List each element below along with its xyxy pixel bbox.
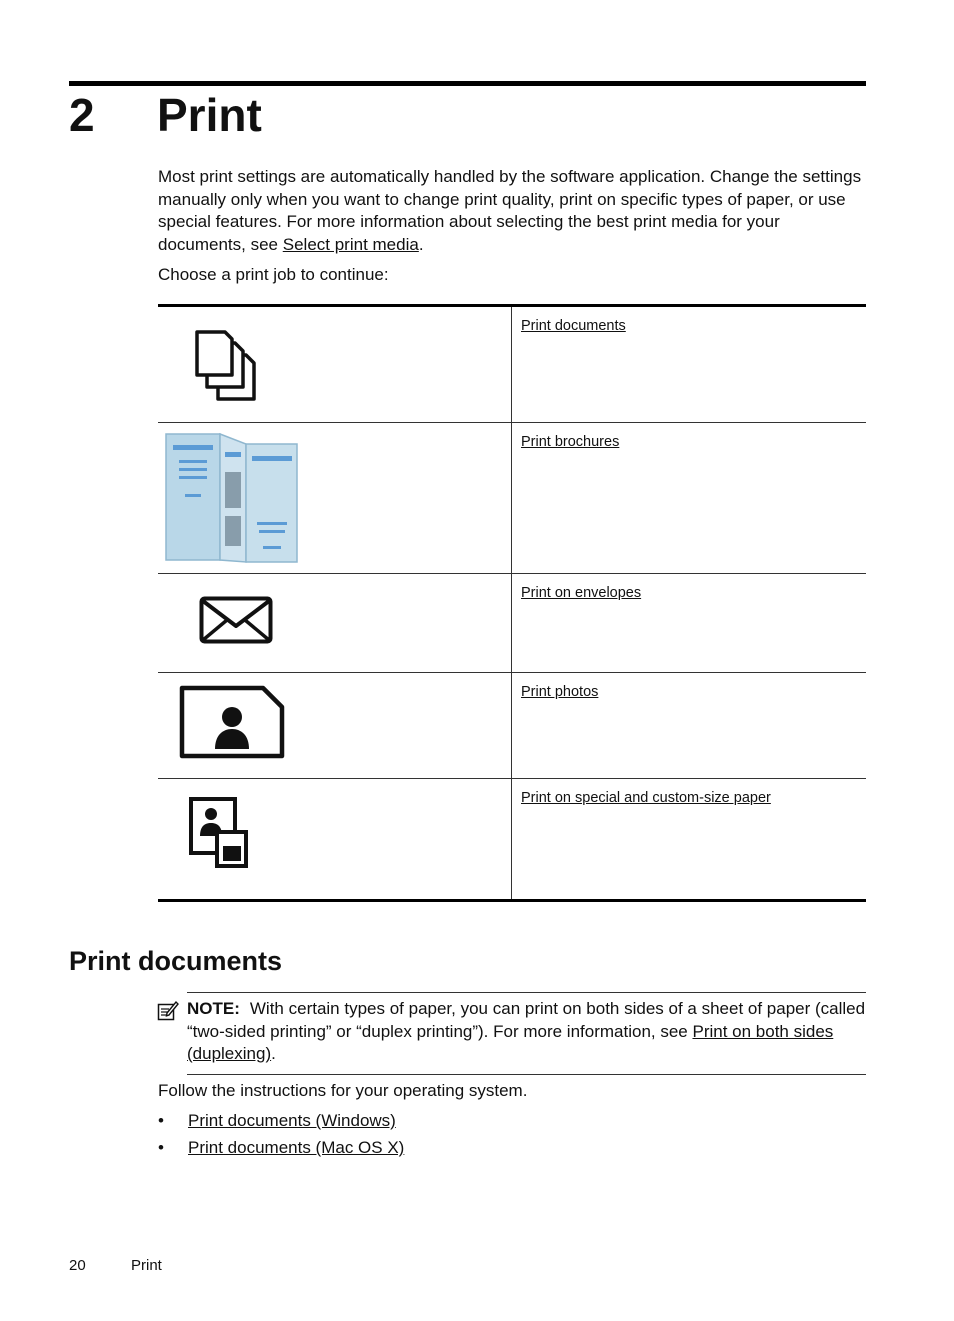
job-row-envelopes <box>158 574 866 673</box>
chapter-rule <box>69 81 866 86</box>
envelope-icon <box>199 596 273 644</box>
choose-job-text: Choose a print job to continue: <box>158 265 389 284</box>
photo-icon <box>179 685 285 759</box>
bullet: • <box>158 1138 164 1157</box>
job-link-cell <box>512 306 867 423</box>
section-title: Print documents <box>69 946 283 976</box>
footer-title: Print <box>131 1257 162 1274</box>
job-icon-cell <box>158 779 512 901</box>
note-text: With certain types of paper, you can print on both sides of a sheet of paper (called “two-sided printing” or “duplex printing”). For more information, see <box>187 999 866 1041</box>
intro-paragraph <box>158 166 870 256</box>
job-link-cell <box>512 673 867 779</box>
job-row-brochures <box>158 423 866 574</box>
print-photos-link[interactable]: Print photos <box>521 684 599 700</box>
print-documents-link[interactable]: Print documents <box>521 318 626 334</box>
print-job-table <box>158 304 866 902</box>
print-envelopes-link[interactable]: Print on envelopes <box>521 585 642 601</box>
documents-icon <box>194 329 258 403</box>
list-item <box>158 1110 404 1137</box>
intro-text: Most print settings are automatically handled by the software application. Change the settings manually only when you want to change print quality, print on specific types of paper, or use special features. For more information about selecting the best print media for your documents, see <box>158 167 862 254</box>
print-special-paper-link[interactable]: Print on special and custom-size paper <box>521 790 771 806</box>
note-label: NOTE: <box>187 999 240 1018</box>
job-icon-cell <box>158 306 512 423</box>
job-row-special-paper <box>158 779 866 901</box>
footer-page-number: 20 <box>69 1257 86 1274</box>
select-print-media-link[interactable]: Select print media <box>282 234 419 254</box>
list-item <box>158 1137 404 1164</box>
print-brochures-link[interactable]: Print brochures <box>521 434 620 450</box>
print-documents-mac-link[interactable]: Print documents (Mac OS X) <box>188 1138 405 1157</box>
note-text-end: . <box>271 1044 276 1063</box>
brochure-icon <box>165 432 299 564</box>
job-link-cell <box>512 779 867 901</box>
duplexing-link[interactable]: Print on both sides (duplexing) <box>187 1021 834 1063</box>
chapter-number: 2 <box>69 89 95 141</box>
job-link-cell <box>512 423 867 574</box>
follow-instructions-text: Follow the instructions for your operating system. <box>158 1081 528 1100</box>
job-icon-cell <box>158 574 512 673</box>
job-link-cell <box>512 574 867 673</box>
job-row-documents <box>158 306 866 423</box>
note-box <box>187 992 866 1075</box>
intro-text-end: . <box>418 234 424 254</box>
print-documents-windows-link[interactable]: Print documents (Windows) <box>188 1111 396 1130</box>
job-row-photos <box>158 673 866 779</box>
os-list <box>158 1110 404 1164</box>
job-icon-cell <box>158 423 512 574</box>
note-icon <box>157 1000 179 1022</box>
job-icon-cell <box>158 673 512 779</box>
bullet: • <box>158 1111 164 1130</box>
chapter-title: Print <box>157 89 262 141</box>
custom-paper-icon <box>188 796 250 870</box>
